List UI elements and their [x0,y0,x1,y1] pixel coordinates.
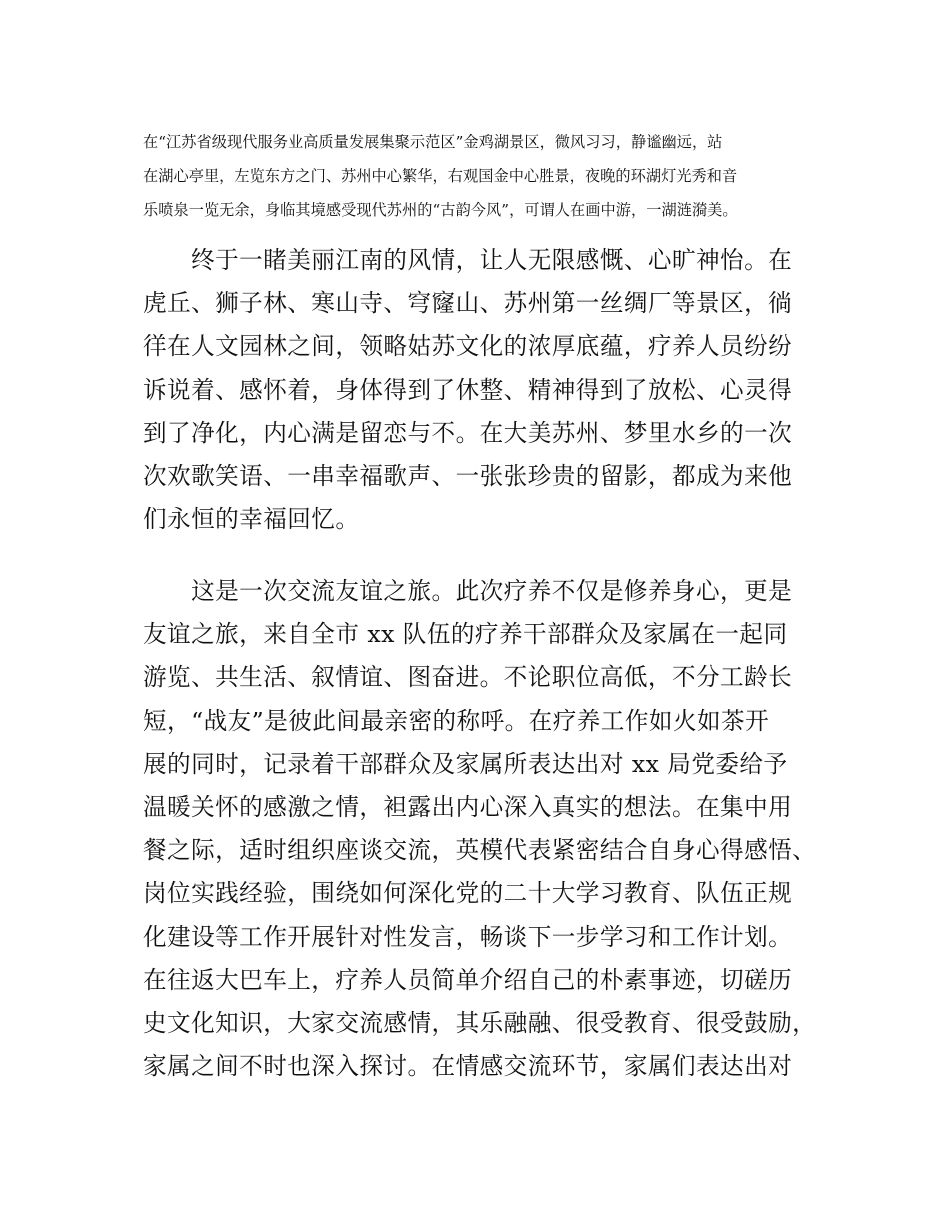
text-line: 展的同时，记录着干部群众及家属所表达出对 xx 局党委给予 [143,749,788,778]
paragraph-friendship-trip [143,570,823,1088]
paragraph-jiangnan-scenery [143,239,823,541]
text-line: 友谊之旅，来自全市 xx 队伍的疗养干部群众及家属在一起同 [143,620,788,649]
intro-paragraph [143,125,815,227]
text-line: 在往返大巴车上，疗养人员简单介绍自己的朴素事迹，切磋历 [143,965,793,994]
text-line: 化建设等工作开展针对性发言，畅谈下一步学习和工作计划。 [143,922,793,951]
text-line: 短，“战友”是彼此间最亲密的称呼。在疗养工作如火如茶开 [143,706,770,735]
text-line: 次欢歌笑语、一串幸福歌声、一张张珍贵的留影，都成为来他 [143,461,793,490]
text-line: 到了净化，内心满是留恋与不。在大美苏州、梦里水乡的一次 [143,418,793,447]
text-line: 家属之间不时也深入探讨。在情感交流环节，家属们表达出对 [143,1052,793,1081]
text-line: 餐之际，适时组织座谈交流，英模代表紧密结合自身心得感悟、 [143,836,817,865]
text-line: 终于一睹美丽江南的风情，让人无限感慨、心旷神怡。在 [143,246,793,274]
text-line: 乐喷泉一览无余，身临其境感受现代苏州的“古韵今风”，可谓人在画中游，一湖涟漪美。 [143,201,738,219]
text-line: 诉说着、感怀着，身体得到了休整、精神得到了放松、心灵得 [143,375,793,404]
text-line: 们永恒的幸福回忆。 [143,505,360,534]
text-line: 温暖关怀的感激之情，袒露出内心深入真实的想法。在集中用 [143,792,793,821]
text-line: 岗位实践经验，围绕如何深化党的二十大学习教育、队伍正规 [143,879,793,908]
text-line: 这是一次交流友谊之旅。此次疗养不仅是修养身心，更是 [143,577,793,605]
text-line: 在湖心亭里，左览东方之门、苏州中心繁华，右观国金中心胜景，夜晚的环湖灯光秀和音 [143,167,738,185]
text-line: 在“江苏省级现代服务业高质量发展集聚示范区”金鸡湖景区，微风习习，静谧幽远，站 [143,133,723,151]
text-line: 游览、共生活、叙情谊、图奋进。不论职位高低，不分工龄长 [143,663,793,692]
text-line: 徉在人文园林之间，领略姑苏文化的浓厚底蕴，疗养人员纷纷 [143,332,793,361]
text-line: 虎丘、狮子林、寒山寺、穹窿山、苏州第一丝绸厂等景区，徜 [143,289,793,318]
text-line: 史文化知识，大家交流感情，其乐融融、很受教育、很受鼓励， [143,1008,817,1037]
